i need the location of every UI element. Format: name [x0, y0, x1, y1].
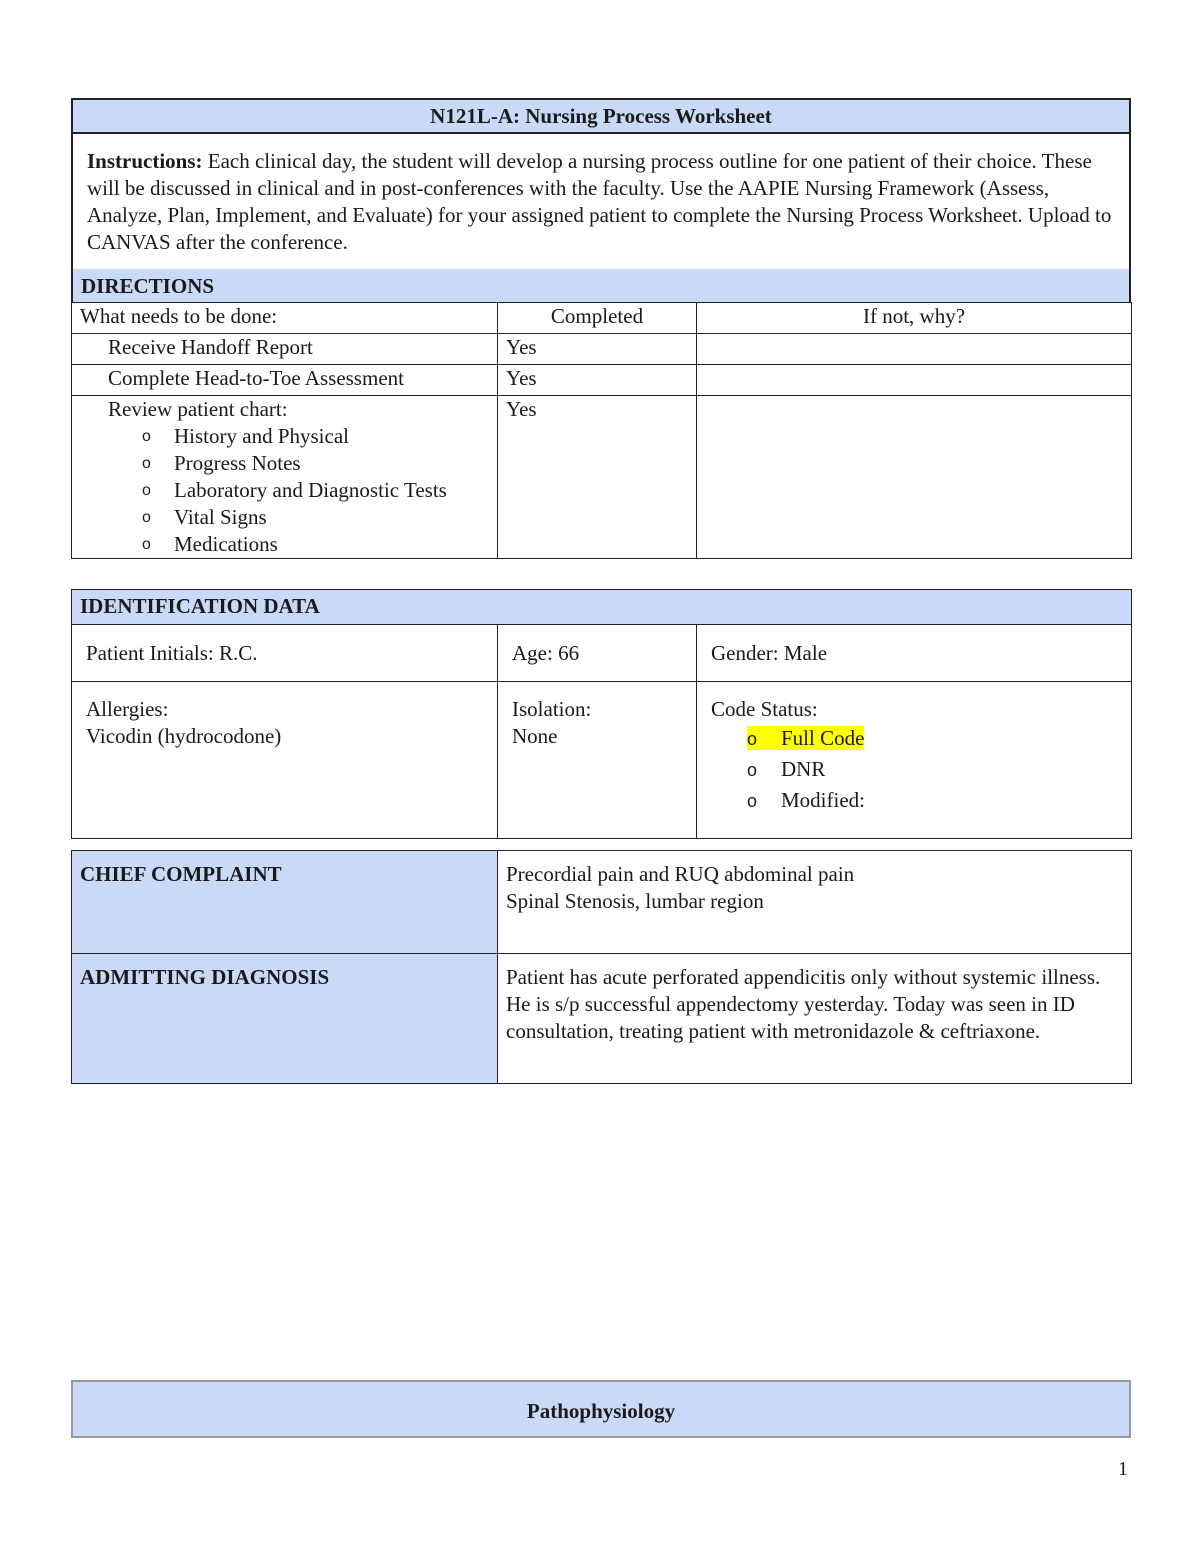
table-row — [72, 334, 1132, 365]
allergies-value: Vicodin (hydrocodone) — [86, 724, 282, 748]
bullet-icon: o — [747, 791, 758, 811]
bullet-icon: o — [747, 760, 758, 780]
code-option-modified: o Modified: — [747, 785, 1117, 816]
admitting-diagnosis-label: ADMITTING DIAGNOSIS — [72, 954, 498, 1084]
list-item: o Progress Notes — [142, 451, 301, 475]
pathophysiology-header: Pathophysiology — [71, 1380, 1131, 1438]
allergies-cell — [72, 682, 498, 839]
directions-header: DIRECTIONS — [71, 269, 1131, 303]
bullet-icon: o — [142, 455, 151, 472]
reason-cell — [697, 334, 1132, 365]
list-item: o History and Physical — [142, 424, 349, 448]
reason-cell — [697, 365, 1132, 396]
isolation-cell — [498, 682, 697, 839]
isolation-value: None — [512, 724, 558, 748]
code-option-full-code: o Full Code — [747, 723, 1117, 754]
code-option-dnr: o DNR — [747, 754, 1117, 785]
patient-gender: Gender: Male — [697, 625, 1132, 682]
isolation-label: Isolation: — [512, 697, 592, 721]
chief-complaint-value: Precordial pain and RUQ abdominal pain Spinal Stenosis, lumbar region — [498, 851, 1132, 954]
column-header-task: What needs to be done: — [72, 303, 498, 334]
bullet-icon: o — [142, 428, 151, 445]
completed-cell: Yes — [498, 365, 697, 396]
instructions-text: Each clinical day, the student will develop a nursing process outline for one patient of their choice. These will be discussed in clinical and in post-conferences with the faculty. Use the AAPIE Nursing Framework (Assess, Analyze, Plan, Implement, and Evaluate) for your assigned patient to complete the Nursing Process Worksheet. Upload to CANVAS after the conference. — [87, 149, 1112, 254]
task-cell: Receive Handoff Report — [72, 334, 498, 365]
bullet-icon: o — [747, 729, 758, 749]
patient-initials: Patient Initials: R.C. — [72, 625, 498, 682]
chief-complaint-label: CHIEF COMPLAINT — [72, 851, 498, 954]
bullet-icon: o — [142, 536, 151, 553]
reason-cell — [697, 396, 1132, 559]
identification-table — [71, 589, 1132, 839]
list-item: o Laboratory and Diagnostic Tests — [142, 478, 447, 502]
directions-column-headers — [72, 303, 1132, 334]
code-status-cell — [697, 682, 1132, 839]
page-number: 1 — [1118, 1458, 1128, 1480]
instructions-block — [71, 132, 1131, 271]
list-item: o Vital Signs — [142, 505, 267, 529]
column-header-completed: Completed — [498, 303, 697, 334]
patient-age: Age: 66 — [498, 625, 697, 682]
table-row — [72, 365, 1132, 396]
code-status-options — [711, 723, 1117, 816]
instructions-label: Instructions: — [87, 149, 203, 173]
identification-header: IDENTIFICATION DATA — [72, 590, 1132, 625]
task-label: Review patient chart: — [108, 397, 288, 421]
complaint-diagnosis-table — [71, 850, 1132, 1084]
task-cell-review-chart — [72, 396, 498, 559]
allergies-label: Allergies: — [86, 697, 169, 721]
completed-cell: Yes — [498, 396, 697, 559]
code-status-label: Code Status: — [711, 697, 818, 721]
table-row — [72, 396, 1132, 559]
column-header-reason: If not, why? — [697, 303, 1132, 334]
chart-items-list — [108, 423, 489, 558]
bullet-icon: o — [142, 482, 151, 499]
admitting-diagnosis-value: Patient has acute perforated appendicitis only without systemic illness. He is s/p successful appendectomy yesterday. Today was seen in ID consultation, treating patient with metronidazole & ceftriaxone. — [498, 954, 1132, 1084]
completed-cell: Yes — [498, 334, 697, 365]
directions-table — [71, 302, 1132, 559]
task-cell: Complete Head-to-Toe Assessment — [72, 365, 498, 396]
worksheet-title: N121L-A: Nursing Process Worksheet — [71, 98, 1131, 134]
list-item: o Medications — [142, 532, 278, 556]
bullet-icon: o — [142, 509, 151, 526]
